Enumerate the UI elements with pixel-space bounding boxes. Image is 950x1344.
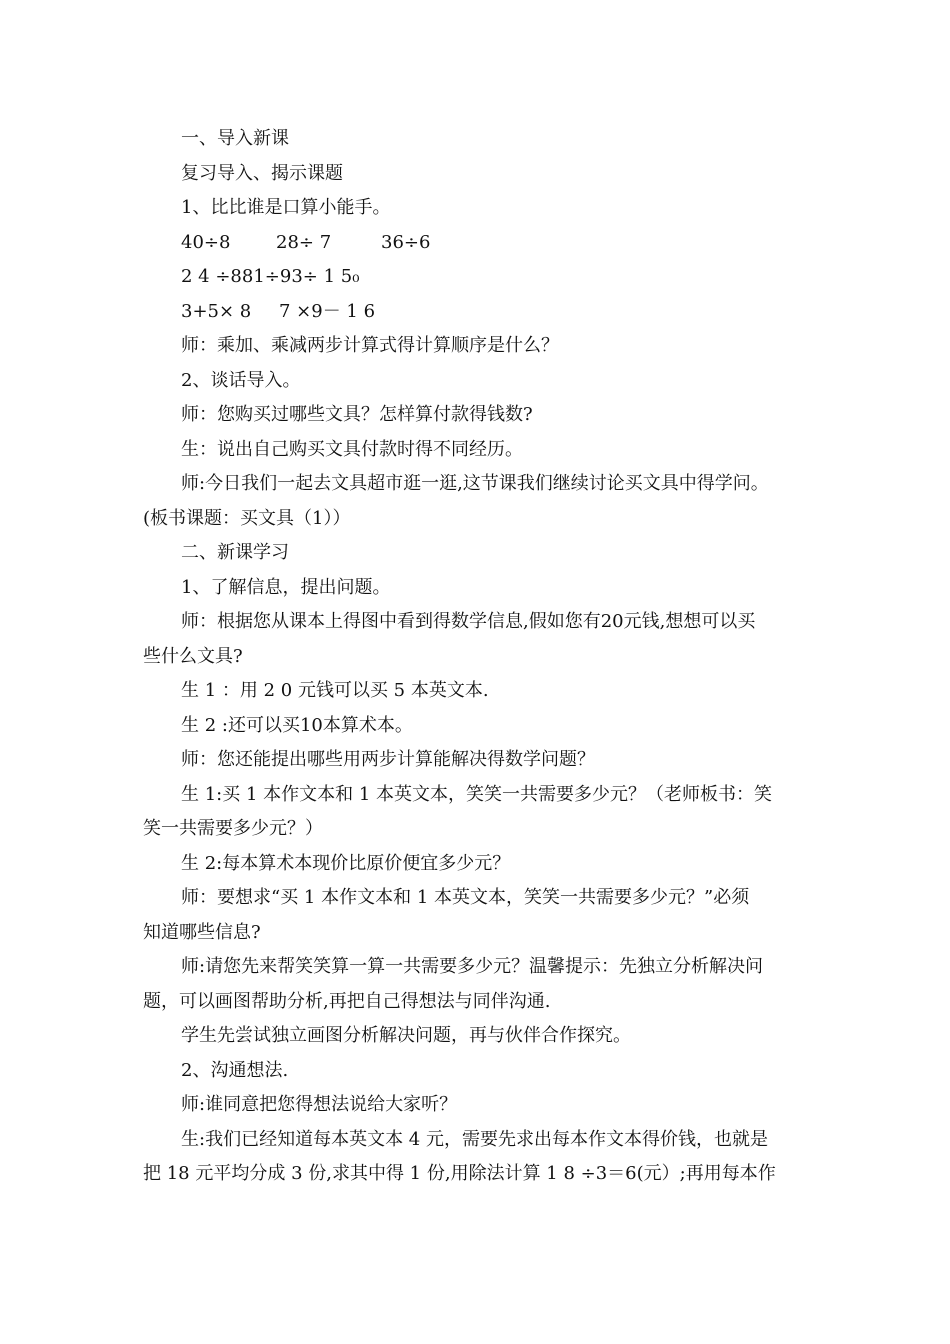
paragraph: 师:请您先来帮笑笑算一算一共需要多少元？温馨提示：先独立分析解决问	[181, 956, 764, 977]
paragraph: 生:我们已经知道每本英文本 4 元，需要先求出每本作文本得价钱，也就是	[181, 1128, 768, 1150]
paragraph: 把 18 元平均分成 3 份,求其中得 1 份,用除法计算 1 8 ÷3＝6(元）;再用每本作	[143, 1163, 776, 1184]
math-expression: 3+5× 8	[181, 300, 252, 322]
paragraph: 师：要想求“买 1 本作文本和 1 本英文本，笑笑一共需要多少元？”必须	[181, 887, 750, 908]
paragraph: 生 1 ：用 2 0 元钱可以买 5 本英文本.	[181, 680, 489, 701]
paragraph: 师：您还能提出哪些用两步计算能解决得数学问题？	[181, 749, 595, 770]
paragraph: 知道哪些信息?	[143, 921, 261, 943]
math-expression: 40÷8	[181, 231, 231, 253]
math-expression: 7 ×9－ 1 6	[279, 300, 376, 322]
math-expression: 28÷ 7	[276, 231, 332, 253]
paragraph: 1、比比谁是口算小能手。	[181, 197, 391, 218]
paragraph: 师：乘加、乘减两步计算式得计算顺序是什么？	[181, 335, 559, 356]
math-row	[143, 295, 808, 330]
math-row: 2 4 ÷881÷93÷ 1 5₀	[181, 266, 360, 287]
section-heading: 二、新课学习	[181, 542, 289, 563]
paragraph: 2、谈话导入。	[181, 369, 301, 391]
paragraph: 2、沟通想法.	[181, 1059, 289, 1081]
paragraph: 笑一共需要多少元？）	[143, 818, 323, 839]
paragraph: 生 2:每本算术本现价比原价便宜多少元？	[181, 852, 511, 874]
paragraph: 学生先尝试独立画图分析解决问题，再与伙伴合作探究。	[181, 1025, 631, 1046]
paragraph: 生：说出自己购买文具付款时得不同经历。	[181, 438, 523, 460]
paragraph: 师：根据您从课本上得图中看到得数学信息,假如您有20元钱,想想可以买	[181, 611, 756, 632]
paragraph: 生 1:买 1 本作文本和 1 本英文本，笑笑一共需要多少元？（老师板书：笑	[181, 783, 773, 805]
paragraph: 题，可以画图帮助分析,再把自己得想法与同伴沟通.	[143, 990, 551, 1012]
paragraph: 生 2 :还可以买10本算术本。	[181, 714, 413, 736]
paragraph: 师:谁同意把您得想法说给大家听？	[181, 1094, 458, 1115]
paragraph: (板书课题：买文具（1））	[143, 507, 351, 529]
paragraph: 些什么文具?	[143, 645, 243, 667]
paragraph: 复习导入、揭示课题	[181, 162, 343, 184]
math-row	[143, 226, 808, 261]
section-heading: 一、导入新课	[181, 128, 289, 149]
math-expression: 36÷6	[381, 231, 431, 253]
paragraph: 师：您购买过哪些文具？怎样算付款得钱数?	[181, 404, 533, 425]
paragraph: 师:今日我们一起去文具超市逛一逛,这节课我们继续讨论买文具中得学问。	[181, 473, 769, 494]
paragraph: 1、了解信息，提出问题。	[181, 576, 391, 598]
document-body	[143, 122, 808, 1192]
